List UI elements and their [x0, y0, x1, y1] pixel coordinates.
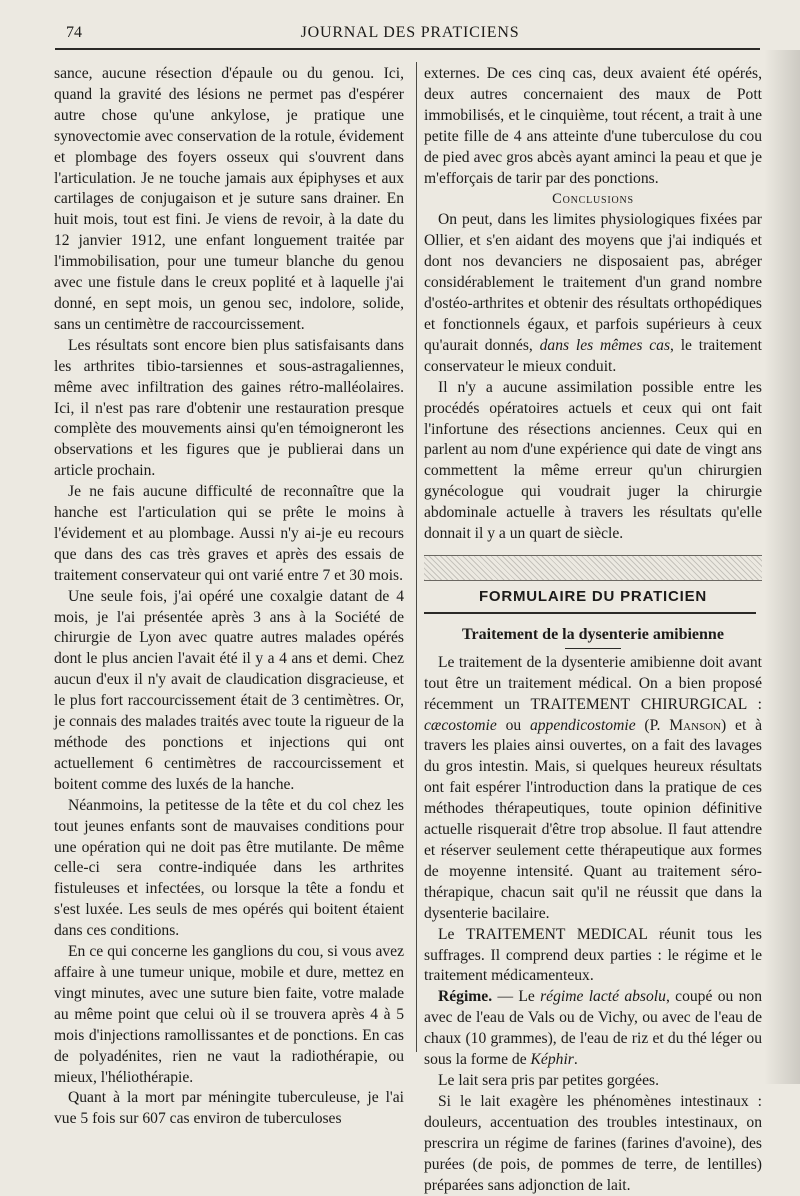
conclusions-text-b: , le traitement conservateur le mieux conduit.	[424, 336, 762, 375]
column-divider	[416, 62, 417, 1052]
formulaire-rule	[424, 612, 756, 614]
paragraph-meningite: Quant à la mort par méningite tuberculeuse, je l'ai vue 5 fois sur 607 cas environ de tuberculoses	[54, 1089, 404, 1128]
paragraph-coxalgie: Une seule fois, j'ai opéré une coxalgie datant de 4 mois, je l'ai présentée après 3 ans à la Société de chirurgie de Lyon avec quatre autres malades opérés dont le plus ancien l'avait été il y a 4 ans et demi. Chez aucun d'eux il n'y avait de claudication disgracieuse, et le plus fort raccourcissement était de 3 centimètres. Or, je connais des malades traités avec toute la rigueur de la méthode des ponctions et injections qui ont actuellement 6 centimètres de raccourcissement et boitent comme des luxés de la hanche.	[54, 587, 404, 793]
running-title: JOURNAL DES PRATICIENS	[300, 24, 520, 41]
paragraph-externes: externes. De ces cinq cas, deux avaient été opérés, deux autres concernaient des maux de Pott immobilisés, et le cinquième, tout récent, a trait à une petite fille de 4 ans atteinte d'une tuberculose du cou de pied avec gros abcès ayant aminci la peau et que je m'efforçais de tarir par des ponctions.	[424, 65, 762, 187]
regime-end: .	[573, 1051, 578, 1069]
title-short-rule	[565, 648, 621, 649]
appendicostomie-italic: appendicostomie	[529, 716, 636, 734]
page-number: 74	[66, 24, 82, 41]
paragraph-synovectomie: sance, aucune résection d'épaule ou du genou. Ici, quand la gravité des lésions ne permet pas d'espérer autre chose qu'une ankylose, je pratique une synovectomie avec conservation de la rotule, évidement et plombage des foyers osseux qui s'ouvrent dans l'articulation. Je ne touche jamais aux épiphyses et aux cartilages de conjugaison et je suture sans drainer. En huit mois, tout est fini. Je viens de revoir, à la date du 12 janvier 1912, une enfant longuement traitée par l'immobilisation, pour une tumeur blanche du genou avec une fistule dans le creux poplité et à laquelle j'ai donné, en sept mois, un genou sec, indolore, solide, sans un centimètre de raccourcissement.	[54, 65, 404, 333]
regime-label: Régime.	[438, 988, 493, 1006]
header-rule	[55, 48, 760, 50]
paragraph-ganglions: En ce qui concerne les ganglions du cou, si vous avez affaire à une tumeur unique, mobile et dure, mettez en vingt minutes, avec une suture bien faite, votre malade au même point que celui où il se trouvera après 4 à 5 mois d'injections ramollissantes et de ponctions. En cas de polyadénites, rien ne vaut la radiothérapie, ou mieux, l'héliothérapie.	[54, 943, 404, 1086]
page-header	[55, 22, 765, 48]
paragraph-conclusions	[424, 210, 762, 377]
paragraph-tibio-tarsiennes: Les résultats sont encore bien plus satisfaisants dans les arthrites tibio-tarsiennes et sous-astragaliennes, même avec infiltration des gaines rétro-malléolaires. Ici, il n'est pas rare d'obtenir une restauration presque complète des mouvements ainsi qu'en témoigneront les observations et les figures que je publierai dans un article prochain.	[54, 336, 404, 480]
conclusions-heading: Conclusions	[552, 191, 634, 208]
paragraph-lait: Le lait sera pris par petites gorgées.	[438, 1071, 659, 1089]
paragraph-assimilation: Il n'y a aucune assimilation possible entre les procédés opératoires actuels et ceux qui ont fait l'infortune des résections anciennes. Ceux qui en parlent au nom d'une expérience qui date de vingt ans commettent la même erreur qu'un chirurgien gynécologue qui voudrait juger la chirurgie abdominale actuelle à travers les résultats qu'elle donnait il y a un quart de siècle.	[424, 378, 762, 543]
regime-dash: — Le	[492, 988, 541, 1006]
right-column	[424, 64, 762, 1196]
left-column	[54, 64, 404, 1130]
paragraph-hanche: Je ne fais aucune difficulté de reconnaître que la hanche est l'articulation qui se prête le moins à l'évidement et au plombage. Aussi n'y ai-je eu recours que dans des cas très graves et après des essais de traitement conservateur qui ont varié entre 7 et 30 mois.	[54, 483, 404, 584]
section-hatched-band	[424, 555, 762, 581]
kephir-italic: Képhir	[530, 1051, 574, 1069]
paragraph-regime	[424, 987, 762, 1071]
author-open: (P.	[635, 716, 670, 734]
paragraph-farines: Si le lait exagère les phénomènes intestinaux : douleurs, accentuation des troubles intestinaux, on prescrira un régime de farines (farines d'avoine), des purées (de pois, de pommes de terre, de lentilles) préparées sans adjonction de lait.	[424, 1092, 762, 1194]
formulaire-heading: FORMULAIRE DU PRATICIEN	[478, 587, 708, 605]
page-edge-shadow	[764, 50, 800, 1084]
paragraph-traitement-medical: Le TRAITEMENT MEDICAL réunit tous les suffrages. Il comprend deux parties : le régime et le traitement médicamenteux.	[424, 925, 762, 985]
paragraph-traitement	[424, 653, 762, 925]
conclusions-text-a: On peut, dans les limites physiologiques fixées par Ollier, et s'en aidant des moyens que j'ai indiqués et dont nos devanciers ne disposaient pas, abréger considérablement le traitement d'un grand nombre d'ostéo-arthrites et obtenir des résultats orthopédiques et fonctionnels égaux, et parfois supérieurs à ceux qu'aurait donnés,	[424, 211, 762, 354]
traitement-text-b: ) et à travers les plaies ainsi ouvertes, on a fait des lavages du gros intestin. Mais, si quelques heureux résultats ont fait espérer l'introduction dans la pratique de ces méthodes thérapeutiques, toute opinion définitive actuelle risquerait d'être trop absolue. Il faut attendre et réserver seulement cette thérapeutique aux formes de moyenne intensité. Quant au traitement séro-thérapique, chacun sait qu'il ne réussit que dans la dysenterie bacilaire.	[424, 716, 762, 922]
caecostomie-italic: cæcostomie	[424, 716, 497, 734]
text-ou: ou	[496, 716, 530, 734]
paragraph-neanmoins: Néanmoins, la petitesse de la tête et du col chez les tout jeunes enfants sont de mauvaises conditions pour une opération qui ne doit pas être mutilante. De même celle-ci sera contre-indiquée dans les arthrites fistuleuses et infectées, ou lorsque la tête a fondu et s'est luxée. Les seuls de mes opérés qui boitent étaient dans ces conditions.	[54, 796, 404, 940]
regime-text: , coupé ou non avec de l'eau de Vals ou de Vichy, ou avec de l'eau de chaux (10 grammes), de l'eau de riz et du thé léger ou sous la forme de	[424, 988, 762, 1069]
dysenterie-title: Traitement de la dysenterie amibienne	[462, 625, 724, 643]
conclusions-italic: dans les mêmes cas	[539, 336, 671, 354]
traitement-text-a: Le traitement de la dysenterie amibienne doit avant tout être un traitement médical. On a bien proposé récemment un TRAITEMENT CHIRURGICAL :	[424, 653, 762, 713]
author-manson: Manson	[669, 716, 722, 734]
regime-lacte-italic: régime lacté absolu	[540, 988, 666, 1006]
